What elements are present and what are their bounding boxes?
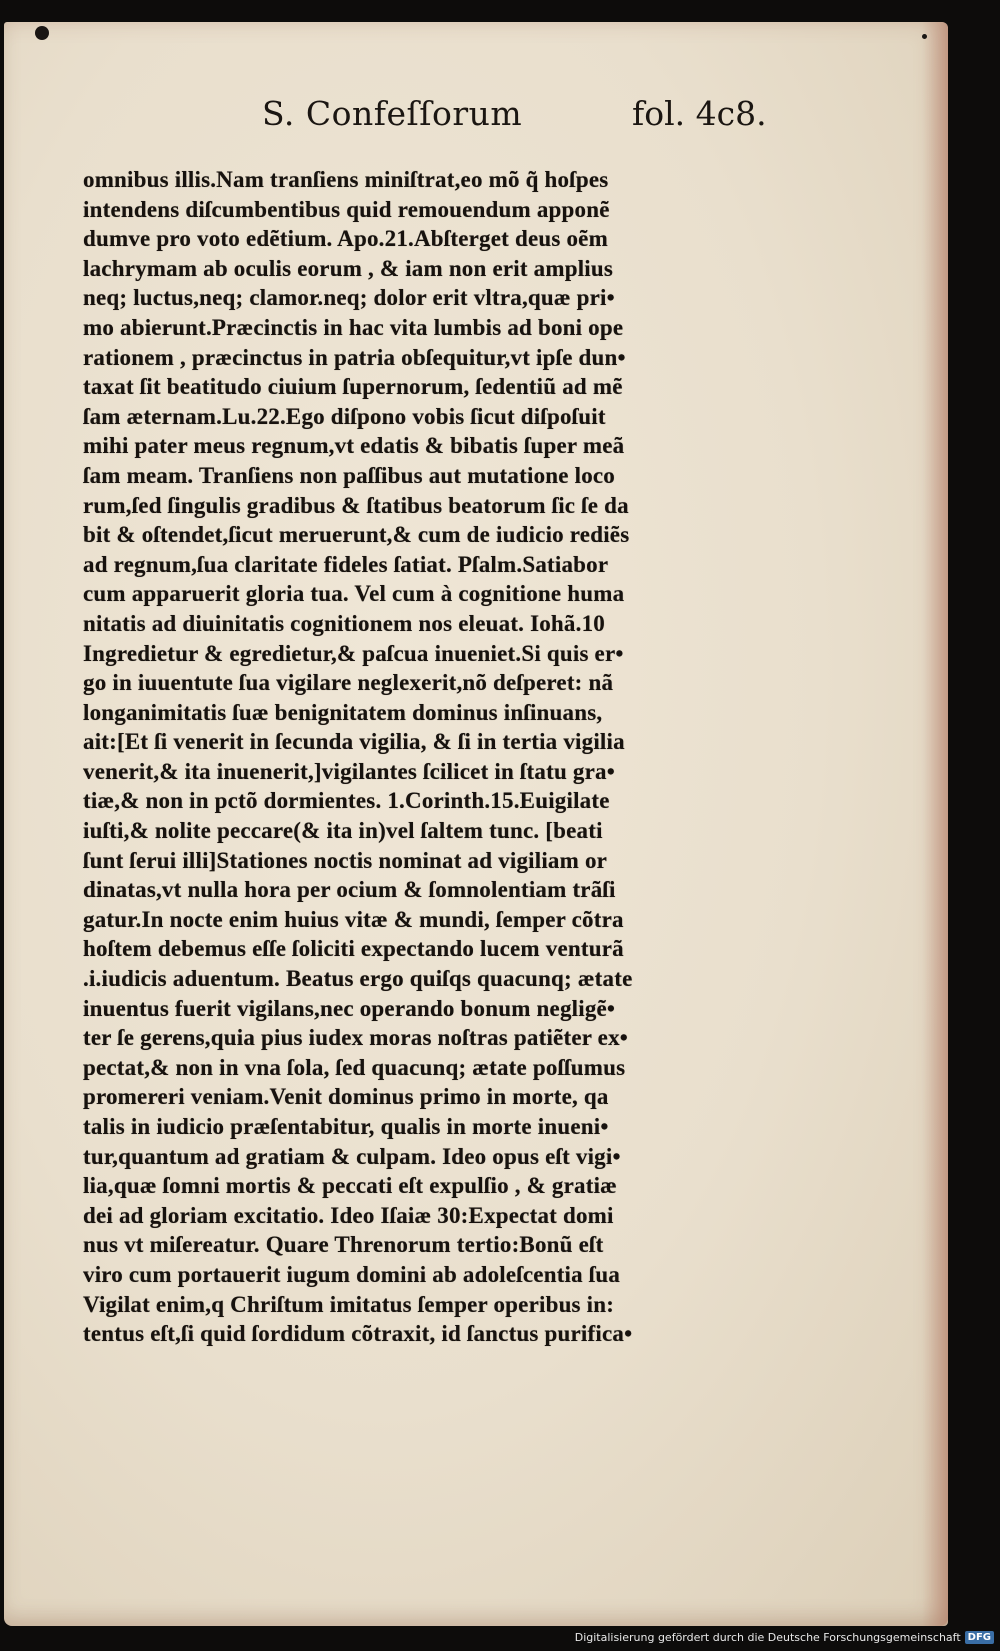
running-head: S. Confeſſorum [262,94,523,133]
text-line: rum,ſed ſingulis gradibus & ſtatibus beatorum ſic ſe da [83,492,629,518]
text-line: iuſti,& nolite peccare(& ita in)vel ſaltem tunc. [beati [83,818,603,844]
text-line: viro cum portauerit iugum domini ab adoleſcentia ſua [83,1261,621,1287]
text-line: lachrymam ab oculis eorum , & iam non erit amplius [83,255,614,281]
text-line: rationem , præcinctus in patria obſequitur,vt ipſe dun• [83,344,626,370]
text-line: gatur.In nocte enim huius vitæ & mundi, ſemper cõtra [83,906,624,932]
funding-credit: Digitalisierung gefördert durch die Deutsche Forschungsgemeinschaft [574,1630,961,1644]
text-line: hoſtem debemus eſſe ſoliciti expectando lucem venturã [83,936,624,962]
folio-number: fol. 4c8. [632,94,767,133]
text-line: mo abierunt.Præcinctis in hac vita lumbis ad boni ope [83,314,624,340]
text-line: nus vt miſereatur. Quare Threnorum tertio:Bonũ eſt [83,1232,604,1258]
text-line: nitatis ad diuinitatis cognitionem nos eleuat. Iohã.10 [83,610,605,636]
text-line: ſam æternam.Lu.22.Ego diſpono vobis ſicut diſpoſuit [83,403,606,429]
text-line: omnibus illis.Nam tranſiens miniſtrat,eo mõ q̃ hoſpes [83,167,609,192]
text-line: talis in iudicio præſentabitur, qualis in morte inueni• [83,1114,609,1139]
dfg-logo: DFG [965,1631,994,1644]
scan-credit-bar [575,1628,994,1646]
text-line: .i.iudicis aduentum. Beatus ergo quiſqs quacunq; ætate [83,966,633,992]
binding-hole [35,26,49,40]
text-line: inuentus fuerit vigilans,nec operando bonum negligẽ• [83,995,616,1021]
text-line: venerit,& ita inuenerit,]vigilantes ſcilicet in ſtatu gra• [83,758,615,784]
text-line: dinatas,vt nulla hora per ocium & ſomnolentiam trãſi [83,877,616,903]
binding-hole-small [922,34,927,39]
book-page [4,22,948,1626]
text-line: bit & oſtendet,ſicut meruerunt,& cum de iudicio rediẽs [83,522,630,548]
text-line: lia,quæ ſomni mortis & peccati eſt expulſio , & gratiæ [83,1173,617,1199]
text-line: neq; luctus,neq; clamor.neq; dolor erit vltra,quæ pri• [83,285,615,311]
text-line: ſam meam. Tranſiens non paſſibus aut mutatione loco [83,462,616,488]
text-line: intendens diſcumbentibus quid remouendum apponẽ [83,196,610,222]
text-line: Ingredietur & egredietur,& paſcua inueniet.Si quis er• [83,640,624,666]
text-line: go in iuuentute ſua vigilare neglexerit,nõ deſperet: nã [83,670,614,696]
text-line: tiæ,& non in pctõ dormientes. 1.Corinth.15.Euigilate [83,788,610,814]
text-line: mihi pater meus regnum,vt edatis & bibatis ſuper meã [83,433,625,459]
text-line: Vigilat enim,q Chriſtum imitatus ſemper operibus in: [83,1291,615,1317]
text-line: ait:[Et ſi venerit in ſecunda vigilia, & ſi in tertia vigilia [83,729,625,755]
text-line: taxat ſit beatitudo ciuium ſupernorum, ſedentiũ ad mẽ [83,374,623,400]
text-line: pectat,& non in vna ſola, ſed quacunq; ætate poſſumus [83,1054,626,1080]
text-line: tur,quantum ad gratiam & culpam. Ideo opus eſt vigi• [83,1143,621,1169]
text-line: dumve pro voto edẽtium. Apo.21.Abſterget deus oẽm [83,226,608,252]
page-header [4,84,948,144]
text-line: promereri veniam.Venit dominus primo in morte, qa [83,1084,609,1110]
text-line: ter ſe gerens,quia pius iudex moras noſtras patiẽter ex• [83,1025,629,1051]
text-line: tentus eſt,ſi quid ſordidum cõtraxit, id ſanctus purifica• [83,1321,633,1347]
text-line: cum apparuerit gloria tua. Vel cum à cognitione huma [83,581,625,607]
page-edge-stain [922,22,948,1626]
text-line: dei ad gloriam excitatio. Ideo Iſaiæ 30:Expectat domi [83,1202,614,1228]
text-line: longanimitatis ſuæ benignitatem dominus inſinuans, [83,699,603,725]
body-text [83,165,763,1349]
text-line: ſunt ſerui illi]Stationes noctis nominat ad vigiliam or [83,847,608,873]
text-line: ad regnum,ſua claritate fideles ſatiat. Pſalm.Satiabor [83,551,609,577]
